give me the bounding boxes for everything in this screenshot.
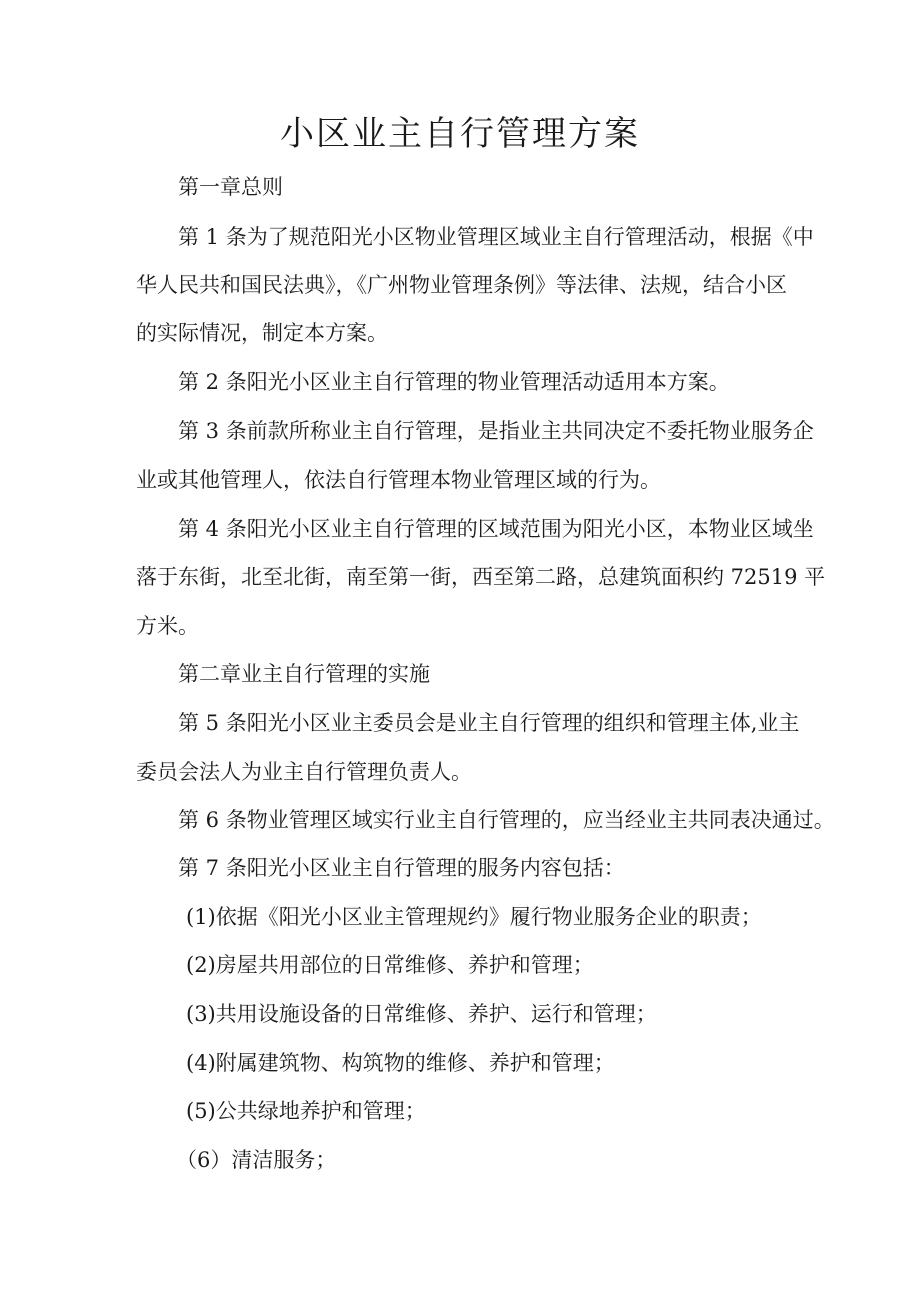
list-item: (2)房屋共用部位的日常维修、养护和管理； <box>186 953 594 977</box>
article-7: 第 7 条阳光小区业主自行管理的服务内容包括： <box>178 856 625 880</box>
chapter-heading-1: 第一章总则 <box>178 175 283 199</box>
list-item: (5)公共绿地养护和管理； <box>186 1099 426 1123</box>
article-4-line-3: 方米。 <box>136 614 199 638</box>
article-3-line-2: 业或其他管理人，依法自行管理本物业管理区域的行为。 <box>136 468 661 492</box>
article-1-line-3: 的实际情况，制定本方案。 <box>136 321 388 345</box>
chapter-heading-2: 第二章业主自行管理的实施 <box>178 662 430 686</box>
list-item: （6）清洁服务； <box>176 1148 337 1172</box>
article-4-line-1: 第 4 条阳光小区业主自行管理的区域范围为阳光小区，本物业区域坐 <box>178 517 814 541</box>
article-1-line-2: 华人民共和国民法典》，《广州物业管理条例》等法律、法规，结合小区 <box>136 273 787 297</box>
article-4-line-2: 落于东街，北至北街，南至第一街，西至第二路，总建筑面积约 72519 平 <box>136 565 826 589</box>
article-5-line-1: 第 5 条阳光小区业主委员会是业主自行管理的组织和管理主体,业主 <box>178 711 800 735</box>
article-1-line-1: 第 1 条为了规范阳光小区物业管理区域业主自行管理活动，根据《中 <box>178 225 814 249</box>
article-2: 第 2 条阳光小区业主自行管理的物业管理活动适用本方案。 <box>178 370 730 394</box>
list-item: (3)共用设施设备的日常维修、养护、运行和管理； <box>186 1002 657 1026</box>
article-6: 第 6 条物业管理区域实行业主自行管理的，应当经业主共同表决通过。 <box>178 808 835 832</box>
list-item: (1)依据《阳光小区业主管理规约》履行物业服务企业的职责； <box>186 905 762 929</box>
document-title: 小区业主自行管理方案 <box>280 114 640 154</box>
article-3-line-1: 第 3 条前款所称业主自行管理，是指业主共同决定不委托物业服务企 <box>178 419 814 443</box>
list-item: (4)附属建筑物、构筑物的维修、养护和管理； <box>186 1051 615 1075</box>
article-5-line-2: 委员会法人为业主自行管理负责人。 <box>136 760 472 784</box>
